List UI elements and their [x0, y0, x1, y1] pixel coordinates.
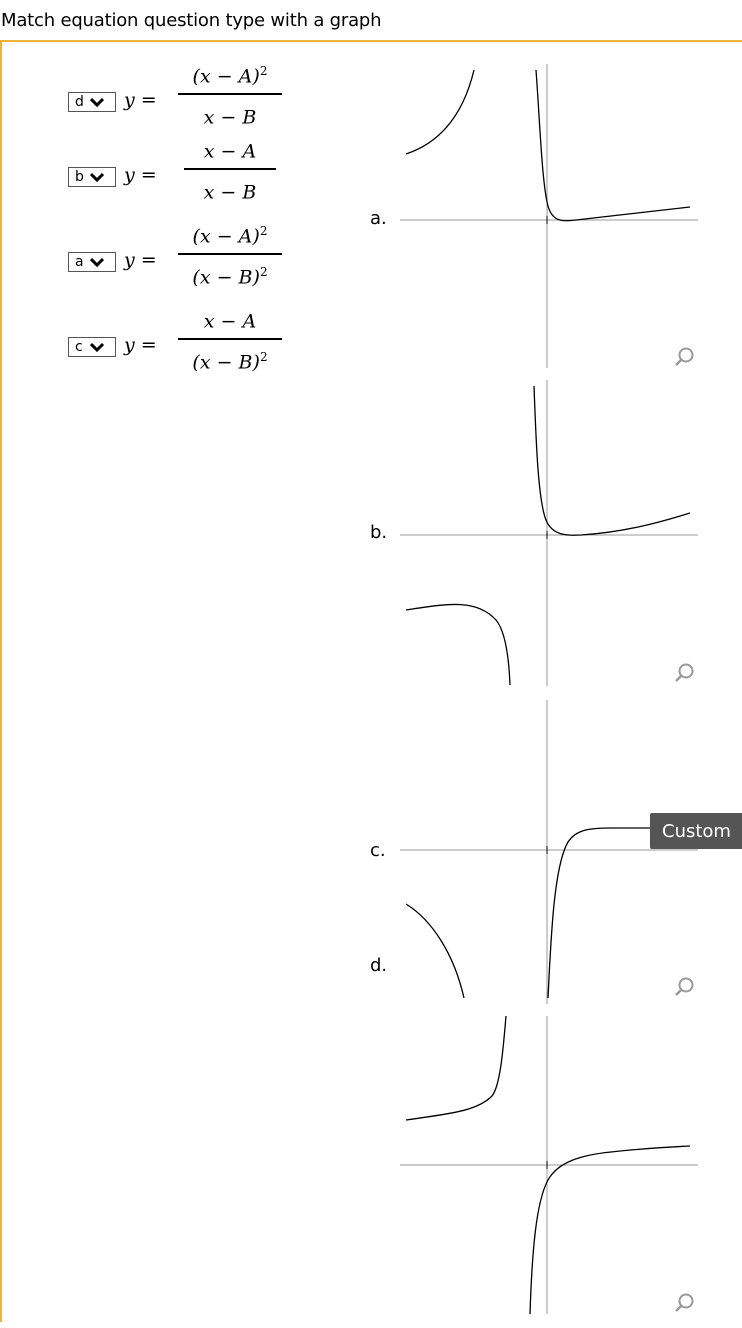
- graph-label-a: a.: [370, 208, 387, 229]
- left-accent-line: [0, 40, 2, 1322]
- denominator: $(x - B)^2$: [192, 264, 268, 289]
- magnifier-icon[interactable]: [674, 662, 696, 684]
- equation-lhs: y =: [124, 334, 157, 356]
- magnifier-icon[interactable]: [674, 1292, 696, 1314]
- chevron-down-icon: [90, 342, 104, 352]
- graph-label-c: c.: [370, 840, 386, 861]
- magnifier-icon[interactable]: [674, 346, 696, 368]
- graph-c[interactable]: [396, 696, 706, 1012]
- numerator: x − A: [203, 140, 257, 163]
- dropdown-value: d: [75, 94, 84, 110]
- answer-dropdown-3[interactable]: [68, 252, 116, 272]
- fraction: [178, 301, 282, 377]
- numerator: $(x - A)^2$: [192, 224, 268, 248]
- dropdown-value: b: [75, 169, 84, 185]
- graph-d[interactable]: [396, 1012, 706, 1328]
- denominator: x − B: [203, 106, 257, 129]
- chevron-down-icon: [90, 257, 104, 267]
- denominator: x − B: [203, 181, 257, 204]
- graph-label-d: d.: [370, 955, 388, 976]
- numerator: x − A: [203, 310, 257, 333]
- chevron-down-icon: [90, 97, 104, 107]
- question-title: Match equation question type with a graph: [1, 10, 382, 31]
- equation-row-4: [68, 310, 308, 407]
- fraction: [178, 56, 282, 132]
- dropdown-value: c: [75, 339, 83, 355]
- chevron-down-icon: [90, 172, 104, 182]
- equation-lhs: y =: [124, 164, 157, 186]
- answer-dropdown-4[interactable]: [68, 337, 116, 357]
- top-accent-line: [0, 40, 742, 42]
- denominator: $(x - B)^2$: [192, 349, 268, 374]
- graph-a[interactable]: [396, 64, 706, 380]
- graph-label-b: b.: [370, 522, 388, 543]
- graph-b[interactable]: [396, 380, 706, 696]
- numerator: $(x - A)^2$: [192, 64, 268, 88]
- fraction: [178, 216, 282, 292]
- magnifier-icon[interactable]: [674, 976, 696, 998]
- custom-tooltip: Custom: [650, 813, 742, 849]
- fraction: [184, 131, 276, 207]
- equation-lhs: y =: [124, 249, 157, 271]
- answer-dropdown-1[interactable]: [68, 92, 116, 112]
- answer-dropdown-2[interactable]: [68, 167, 116, 187]
- dropdown-value: a: [75, 254, 84, 270]
- equation-lhs: y =: [124, 89, 157, 111]
